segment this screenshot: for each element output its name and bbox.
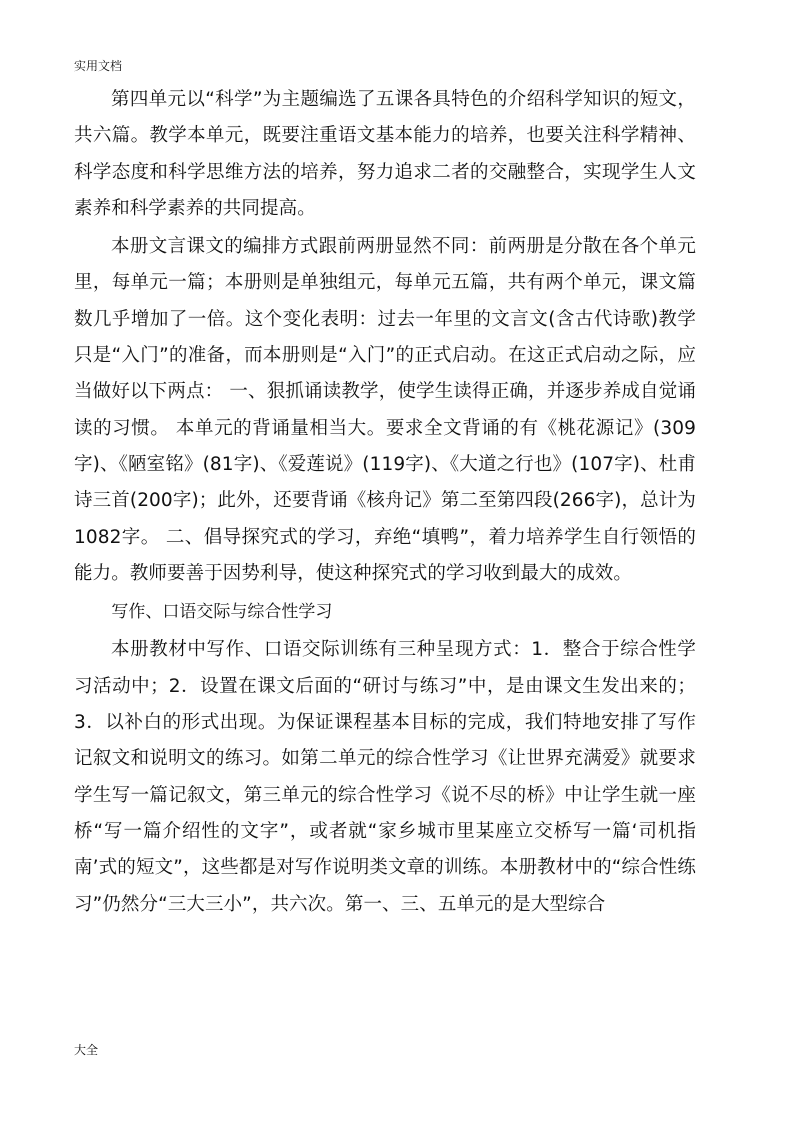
document-body <box>74 82 696 925</box>
section-heading: 写作、口语交际与综合性学习 <box>111 602 333 623</box>
page-header-label: 实用文档 <box>74 59 123 73</box>
paragraph-writing-training: 本册教材中写作、口语交际训练有三种呈现方式：1．整合于综合性学习活动中；2．设置在课文后面的“研讨与练习”中，是由课文生发出来的；3．以补白的形式出现。为保证课程基本目标的完成，我们特地安排了写作记叙文和说明文的练习。如第二单元的综合性学习《让世界充满爱》就要求学生写一篇记叙文，第三单元的综合性学习《说不尽的桥》中让学生就一座桥“写一篇介绍性的文字”，或者就“家乡城市里某座立交桥写一篇‘司机指南’式的短文”，这些都是对写作说明类文章的训练。本册教材中的“综合性练习”仍然分“三大三小”，共六次。第一、三、五单元的是大型综合 <box>74 639 696 915</box>
paragraph-unit-four: 第四单元以“科学”为主题编选了五课各具特色的介绍科学知识的短文，共六篇。教学本单元，既要注重语文基本能力的培养，也要关注科学精神、科学态度和科学思维方法的培养，努力追求二者的交融整合，实现学生人文素养和科学素养的共同提高。 <box>74 89 696 219</box>
page-footer-label: 大全 <box>74 1043 99 1057</box>
paragraph-classical-texts: 本册文言课文的编排方式跟前两册显然不同：前两册是分散在各个单元里，每单元一篇；本册则是单独组元，每单元五篇，共有两个单元，课文篇数几乎增加了一倍。这个变化表明：过去一年里的文言文(含古代诗歌)教学只是“入门”的准备，而本册则是“入门”的正式启动。在这正式启动之际，应当做好以下两点： 一、狠抓诵读教学，使学生读得正确，并逐步养成自觉诵读的习惯。 本单元的背诵量相当大。要求全文背诵的有《桃花源记》(309字)、《陋室铭》(81字)、《爱莲说》(119字)、《大道之行也》(107字)、杜甫诗三首(200字)；此外，还要背诵《核舟记》第二至第四段(266字)，总计为1082字。 二、倡导探究式的学习，弃绝“填鸭”，着力培养学生自行领悟的能力。教师要善于因势利导，使这种探究式的学习收到最大的成效。 <box>74 236 696 584</box>
